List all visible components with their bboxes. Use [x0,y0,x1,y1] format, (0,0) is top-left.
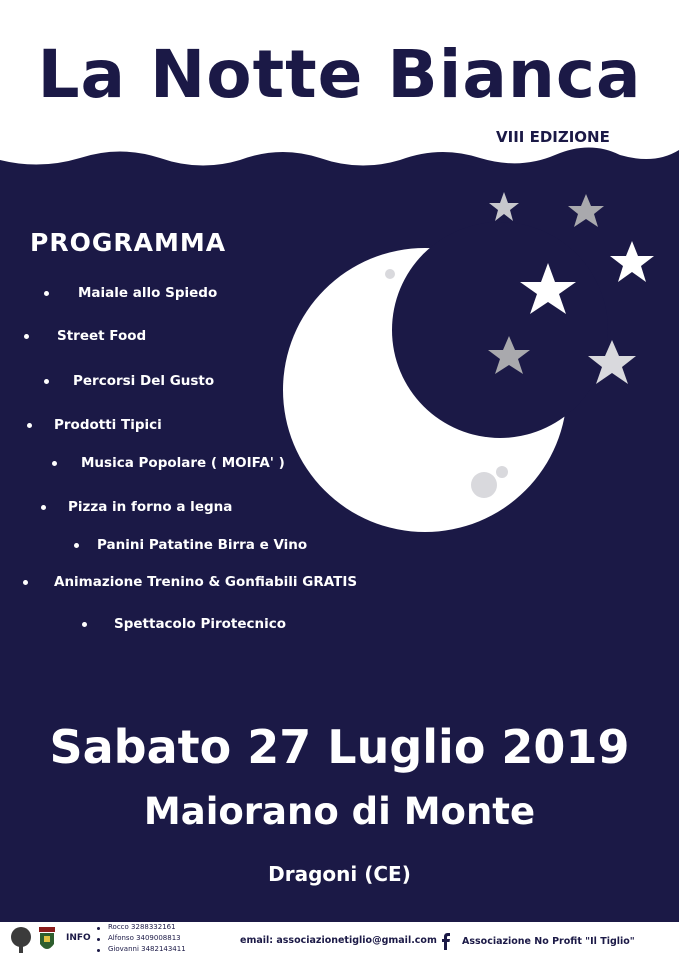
list-bullet [97,949,100,952]
program-item: Spettacolo Pirotecnico [114,616,287,632]
list-bullet [52,461,57,466]
program-item: Animazione Trenino & Gonfiabili GRATIS [54,574,358,590]
list-bullet [82,622,87,627]
program-item: Panini Patatine Birra e Vino [97,537,308,553]
program-item: Street Food [57,328,147,344]
coat-of-arms-icon [38,926,56,956]
edition-label: VIII EDIZIONE [496,128,610,146]
list-bullet [24,334,29,339]
email-text[interactable]: email: associazionetiglio@gmail.com [240,935,437,946]
event-date: Sabato 27 Luglio 2019 [49,720,630,774]
list-bullet [74,543,79,548]
info-label: INFO [66,933,91,943]
list-bullet [27,423,32,428]
event-town: Dragoni (CE) [268,862,411,886]
footer [0,922,679,960]
list-bullet [41,505,46,510]
star-icon [489,192,519,221]
list-bullet [97,927,100,930]
tree-logo-icon [8,926,34,956]
list-bullet [44,379,49,384]
star-icon [568,194,604,227]
association-name: Associazione No Profit "Il Tiglio" [462,936,635,947]
list-bullet [23,580,28,585]
contact-giovanni: Giovanni 3482143411 [108,945,186,953]
program-item: Pizza in forno a legna [68,499,233,515]
program-item: Prodotti Tipici [54,417,162,433]
program-heading: PROGRAMMA [30,228,227,257]
program-item: Maiale allo Spiedo [78,285,218,301]
contact-rocco: Rocco 3288332161 [108,923,176,931]
program-item: Musica Popolare ( MOIFA' ) [81,455,285,471]
poster-title: La Notte Bianca [37,36,642,113]
event-place: Maiorano di Monte [143,790,536,833]
program-item: Percorsi Del Gusto [73,373,215,389]
list-bullet [44,291,49,296]
list-bullet [97,938,100,941]
crescent-moon-icon [283,222,608,532]
facebook-icon [441,933,450,950]
contact-alfonso: Alfonso 3409008813 [108,934,181,942]
star-icon [610,241,654,282]
